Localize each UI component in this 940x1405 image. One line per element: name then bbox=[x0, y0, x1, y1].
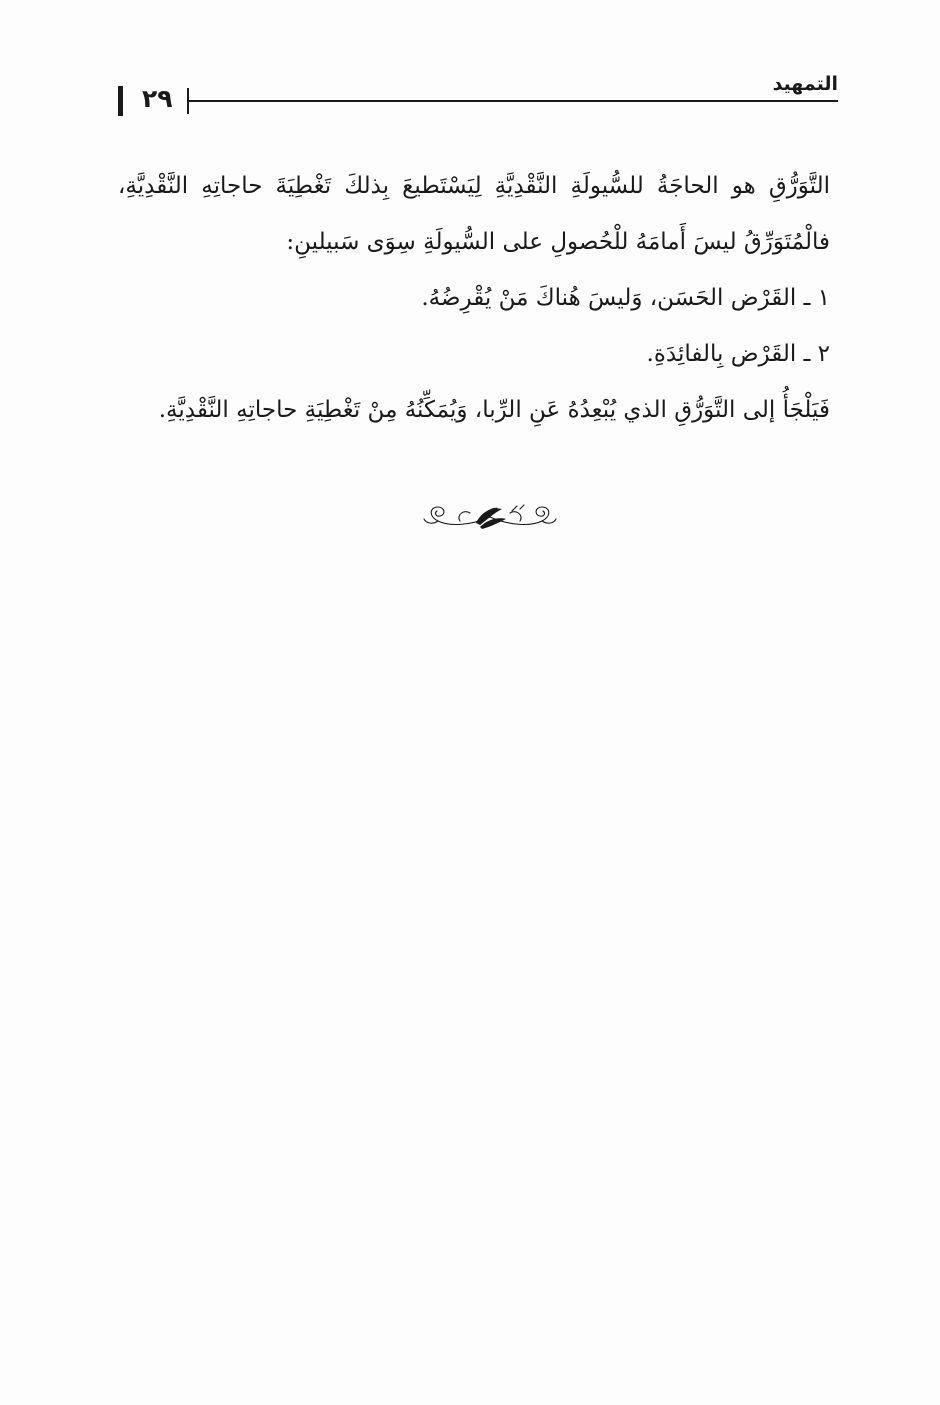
chapter-title: التمهيد bbox=[772, 73, 838, 95]
list-item-1: ١ ـ القَرْض الحَسَن، وَليسَ هُناكَ مَنْ يُقْرِضُهُ. bbox=[421, 285, 830, 311]
header-thick-bar bbox=[118, 86, 123, 116]
body-text bbox=[118, 158, 830, 438]
intro-paragraph: التَّوَرُّقِ هو الحاجَةُ للسُّيولَةِ النَّقْدِيَّةِ لِيَسْتَطيعَ بِذلكَ تَغْطِيَةَ حاجاتِهِ النَّقْدِيَّةِ، فالْمُتَوَرِّقُ ليسَ أَمامَهُ للْحُصولِ على السُّيولَةِ سِوَى سَبيلينِ: bbox=[118, 173, 830, 255]
list-item-2: ٢ ـ القَرْض بِالفائِدَةِ. bbox=[646, 341, 830, 367]
page-number: ٢٩ bbox=[142, 84, 173, 113]
floral-ornament-icon bbox=[420, 497, 560, 537]
header-rule bbox=[188, 100, 838, 102]
page-header bbox=[118, 72, 838, 116]
conclusion-paragraph: فَيَلْجَأُ إلى التَّوَرُّقِ الذي يُبْعِدُهُ عَنِ الرِّبا، وَيُمَكِّنُهُ مِنْ تَغْطِيَةِ حاجاتِهِ النَّقْدِيَّةِ. bbox=[158, 397, 830, 423]
